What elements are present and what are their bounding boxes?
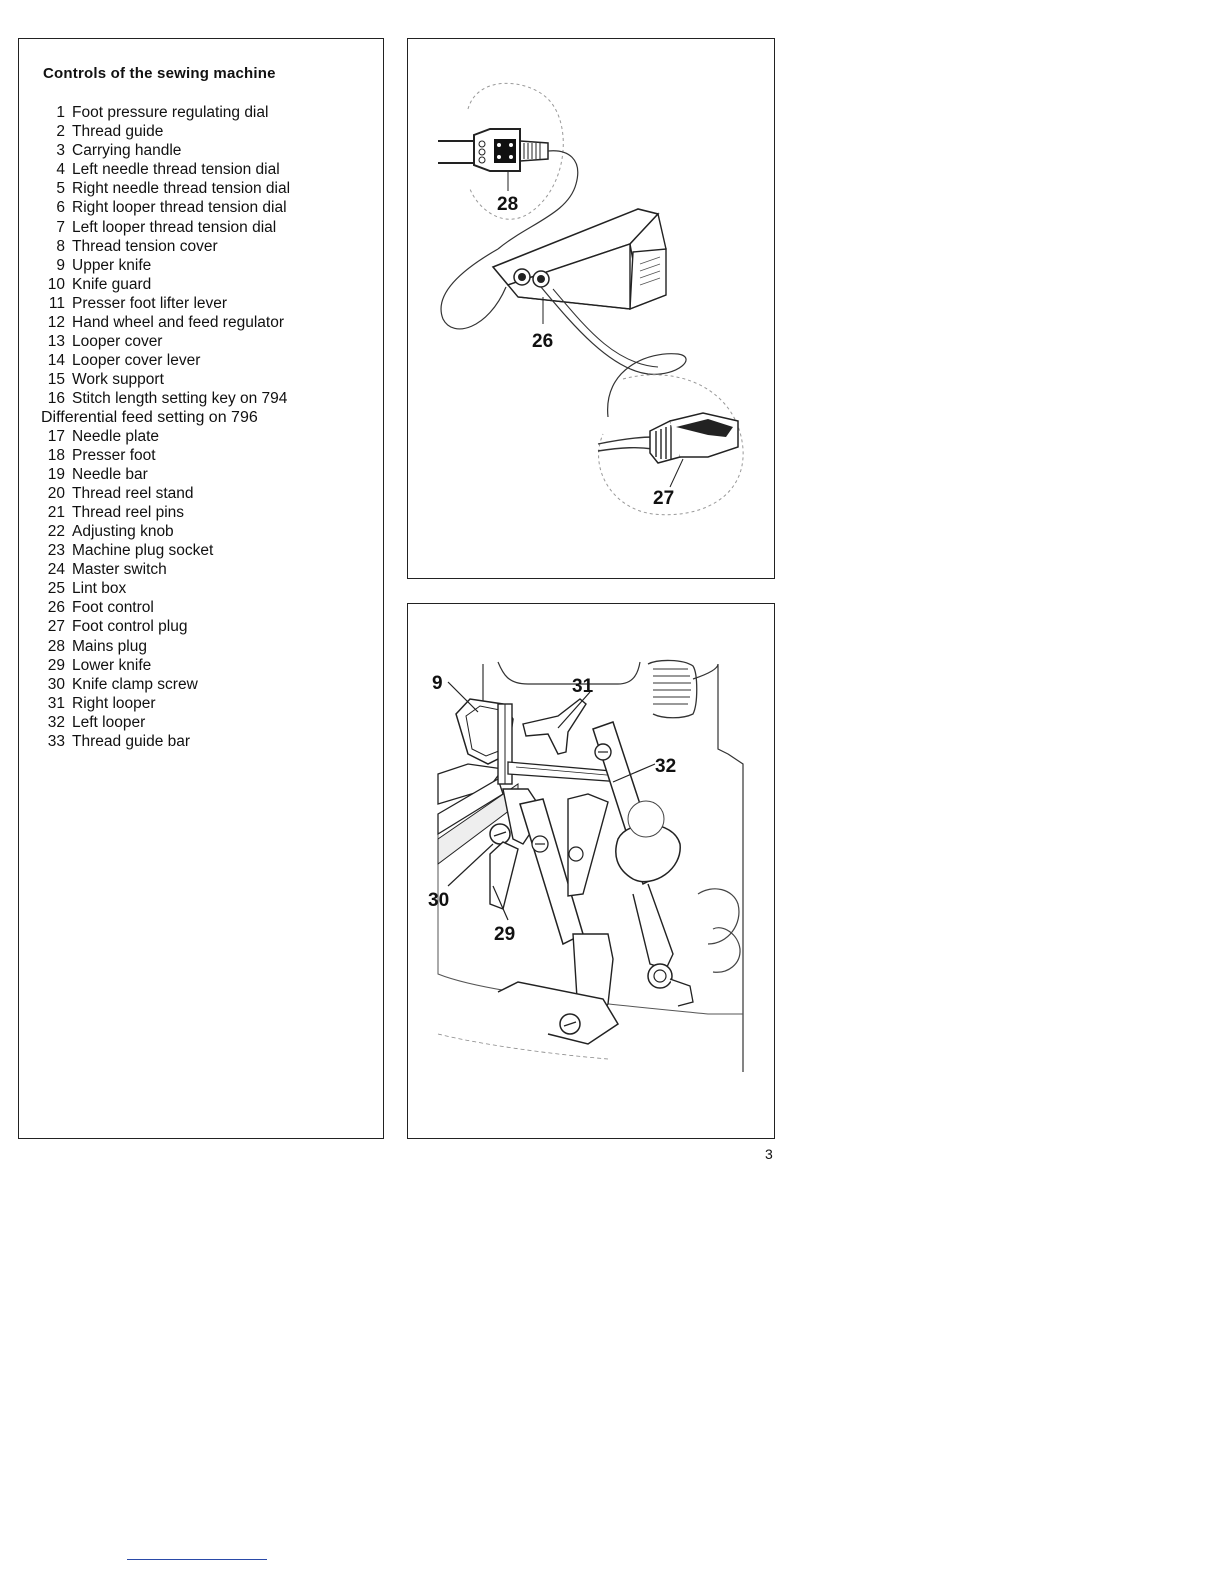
mains-plug-drawing (438, 129, 578, 249)
part-label: Left looper (72, 713, 146, 731)
parts-list-panel (18, 38, 384, 1139)
parts-list-item (41, 122, 290, 141)
parts-list-item (41, 256, 290, 275)
part-label: Machine plug socket (72, 542, 214, 560)
parts-list-item (41, 637, 290, 656)
part-label: Left needle thread tension dial (72, 161, 280, 179)
part-label: Thread guide bar (72, 733, 191, 750)
part-label: Knife guard (72, 275, 152, 293)
parts-list-item (41, 294, 290, 313)
part-number: 21 (47, 503, 65, 521)
parts-list-item (41, 332, 290, 351)
part-number: 6 (56, 199, 65, 217)
part-number: 15 (47, 371, 65, 389)
parts-list-item (41, 484, 290, 503)
parts-list-item (41, 579, 290, 598)
part-number: 30 (47, 675, 65, 693)
part-label: Thread reel stand (72, 484, 194, 502)
page-title: Controls of the sewing machine (43, 65, 276, 82)
callout-32: 32 (655, 756, 677, 777)
part-label: Upper knife (72, 256, 152, 274)
knives-loopers-figure (407, 603, 775, 1139)
parts-list-item (41, 446, 290, 465)
part-number: 1 (56, 104, 65, 121)
part-label: Lint box (72, 580, 127, 598)
parts-list (41, 103, 290, 751)
part-number: 11 (48, 294, 65, 312)
part-number: 32 (47, 713, 65, 731)
part-label: Looper cover lever (72, 352, 201, 370)
part-label-continuation: Differential feed setting on 796 (41, 408, 258, 426)
parts-list-item (41, 694, 290, 713)
part-label: Hand wheel and feed regulator (72, 314, 284, 332)
part-number: 20 (47, 484, 65, 502)
part-number: 29 (47, 656, 65, 674)
part-label: Needle bar (72, 465, 148, 483)
part-label: Foot control plug (72, 618, 188, 636)
part-number: 7 (56, 218, 65, 236)
part-label: Foot pressure regulating dial (72, 104, 269, 121)
parts-list-item (41, 160, 290, 179)
part-number: 8 (56, 237, 65, 255)
parts-list-item (41, 103, 290, 122)
parts-list-item (41, 541, 290, 560)
part-label: Right needle thread tension dial (72, 180, 291, 198)
callout-29: 29 (494, 924, 516, 945)
part-label: Right looper thread tension dial (72, 199, 287, 217)
callout-30: 30 (428, 890, 450, 911)
part-label: Presser foot lifter lever (72, 294, 228, 312)
part-number: 9 (56, 256, 65, 274)
parts-list-item (41, 218, 290, 237)
part-label: Thread tension cover (72, 237, 218, 255)
part-label: Knife clamp screw (72, 675, 198, 693)
parts-list-item (41, 370, 290, 389)
part-number: 16 (47, 390, 65, 408)
callout-28: 28 (497, 194, 519, 215)
part-label: Thread reel pins (72, 503, 185, 521)
part-number: 25 (47, 580, 65, 598)
part-label: Adjusting knob (72, 522, 174, 540)
parts-list-item (41, 237, 290, 256)
part-label: Presser foot (72, 446, 156, 464)
parts-list-item (41, 656, 290, 675)
part-label: Stitch length setting key on 794 (72, 390, 288, 408)
part-number: 4 (56, 161, 65, 179)
part-number: 26 (47, 599, 65, 617)
parts-list-item (41, 275, 290, 294)
part-number: 2 (56, 123, 65, 141)
parts-list-item (41, 389, 290, 426)
callout-9: 9 (432, 673, 443, 694)
parts-list-item (41, 427, 290, 446)
parts-list-item (41, 141, 290, 160)
part-label: Thread guide (72, 123, 164, 141)
part-number: 27 (47, 618, 65, 636)
part-label: Needle plate (72, 427, 160, 445)
parts-list-item (41, 179, 290, 198)
part-number: 22 (47, 522, 65, 540)
bottom-rule (127, 1559, 267, 1560)
parts-list-item (41, 465, 290, 484)
part-number: 18 (47, 446, 65, 464)
part-number: 10 (47, 275, 65, 293)
part-number: 5 (56, 180, 65, 198)
part-label: Master switch (72, 561, 167, 579)
part-number: 14 (47, 352, 65, 370)
parts-list-item (41, 560, 290, 579)
part-number: 33 (47, 733, 65, 750)
parts-list-item (41, 351, 290, 370)
parts-list-item (41, 522, 290, 541)
foot-control-plug-drawing (598, 413, 738, 487)
part-label: Looper cover (72, 333, 163, 351)
part-number: 24 (47, 561, 65, 579)
callout-31: 31 (572, 676, 594, 697)
callout-26: 26 (532, 331, 554, 352)
part-number: 19 (47, 465, 65, 483)
part-number: 13 (47, 333, 65, 351)
page-number: 3 (765, 1146, 773, 1162)
part-number: 3 (56, 142, 65, 160)
parts-list-item (41, 598, 290, 617)
part-number: 23 (47, 542, 65, 560)
parts-list-item (41, 713, 290, 732)
foot-control-figure (407, 38, 775, 579)
part-number: 17 (47, 427, 65, 445)
parts-list-item (41, 617, 290, 636)
foot-control-pedal-drawing (493, 209, 666, 324)
part-number: 28 (47, 637, 65, 655)
part-label: Mains plug (72, 637, 147, 655)
part-number: 31 (47, 694, 65, 712)
part-label: Left looper thread tension dial (72, 218, 277, 236)
knives-loopers-illustration (408, 604, 774, 1138)
parts-list-item (41, 313, 290, 332)
foot-control-illustration (408, 39, 774, 578)
part-label: Work support (72, 371, 164, 389)
part-label: Lower knife (72, 656, 152, 674)
part-number: 12 (47, 314, 65, 332)
part-label: Carrying handle (72, 142, 182, 160)
parts-list-item (41, 198, 290, 217)
parts-list-item (41, 503, 290, 522)
callout-27: 27 (653, 488, 675, 509)
part-label: Right looper (72, 694, 156, 712)
parts-list-item (41, 732, 290, 751)
parts-list-item (41, 675, 290, 694)
part-label: Foot control (72, 599, 154, 617)
